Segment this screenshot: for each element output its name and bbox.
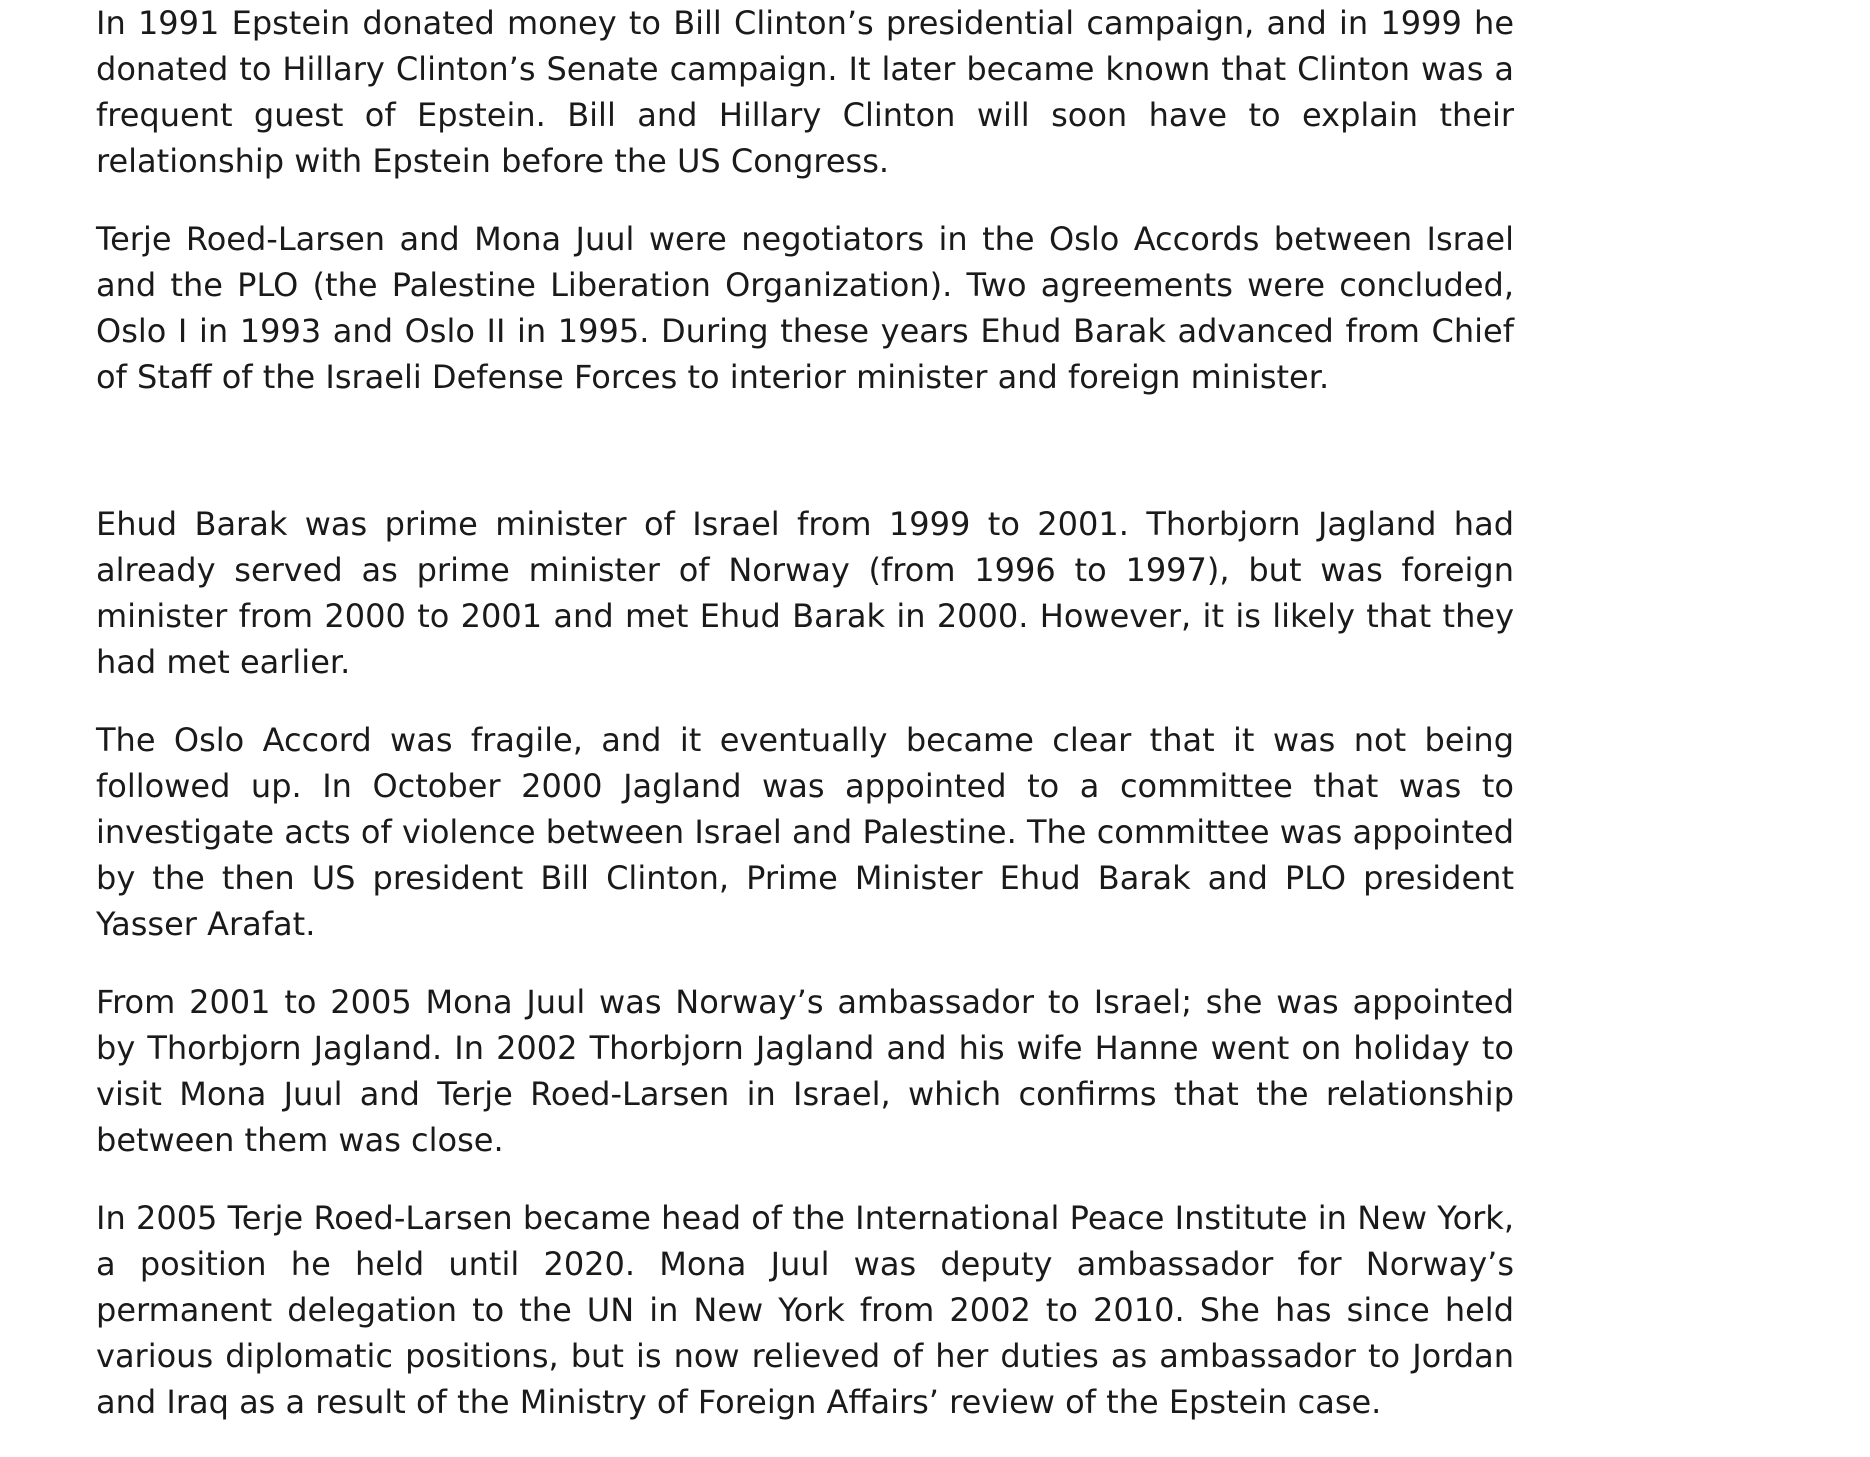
paragraph-oslo-accords: Terje Roed-Larsen and Mona Juul were negotiators in the Oslo Accords between Israel and the PLO (the Palestine Liberation Organization). Two agreements were concluded, Oslo I in 1993 and Oslo II in 1995. During these years Ehud Barak advanced from Chief of Staff of the Israeli Defense Forces to interior minister and foreign minister. (96, 220, 1514, 396)
article-body (96, 0, 1514, 1457)
paragraph-clinton-donations: In 1991 Epstein donated money to Bill Clinton’s presidential campaign, and in 1999 he donated to Hillary Clinton’s Senate campaign. It later became known that Clinton was a frequent guest of Epstein. Bill and Hillary Clinton will soon have to explain their relationship with Epstein before the US Congress. (96, 4, 1514, 180)
paragraph-peace-institute: In 2005 Terje Roed-Larsen became head of the International Peace Institute in New York, a position he held until 2020. Mona Juul was deputy ambassador for Norway’s permanent delegation to the UN in New York from 2002 to 2010. She has since held various diplomatic positions, but is now relieved of her duties as ambassador to Jordan and Iraq as a result of the Ministry of Foreign Affairs’ review of the Epstein case. (96, 1199, 1514, 1421)
paragraph-barak-jagland: Ehud Barak was prime minister of Israel from 1999 to 2001. Thorbjorn Jagland had already served as prime minister of Norway (from 1996 to 1997), but was foreign minister from 2000 to 2001 and met Ehud Barak in 2000. However, it is likely that they had met earlier. (96, 505, 1514, 681)
paragraph-committee: The Oslo Accord was fragile, and it eventually became clear that it was not being followed up. In October 2000 Jagland was appointed to a committee that was to investigate acts of violence between Israel and Palestine. The committee was appointed by the then US president Bill Clinton, Prime Minister Ehud Barak and PLO president Yasser Arafat. (96, 721, 1514, 943)
paragraph-ambassador-israel: From 2001 to 2005 Mona Juul was Norway’s ambassador to Israel; she was appointed by Thorbjorn Jagland. In 2002 Thorbjorn Jagland and his wife Hanne went on holiday to visit Mona Juul and Terje Roed-Larsen in Israel, which confirms that the relationship between them was close. (96, 983, 1514, 1159)
